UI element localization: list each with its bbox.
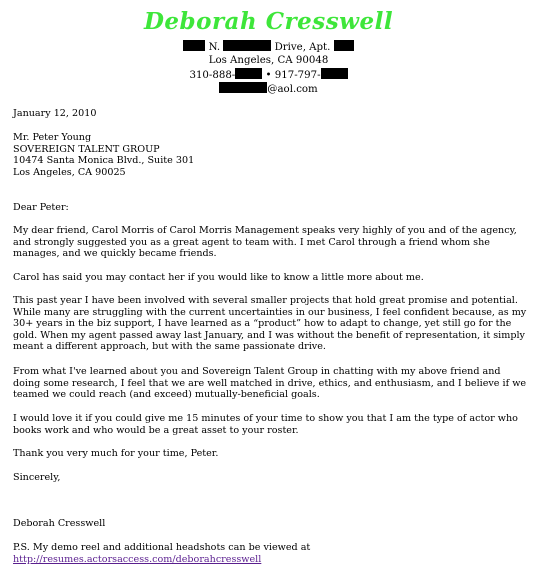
body-paragraph: Thank you very much for your time, Peter. <box>13 448 219 459</box>
redaction-bar <box>321 68 348 79</box>
letterhead-name: Deborah Cresswell <box>143 8 394 35</box>
letterhead-email <box>0 82 537 97</box>
phone-2: • 917-797- <box>265 70 321 81</box>
recipient-name: Mr. Peter Young <box>13 132 92 143</box>
letterhead-phones <box>0 68 537 83</box>
body-paragraph: I would love it if you could give me 15 minutes of your time to show you that I am the type of actor who books work and who would be a great asset to your roster. <box>13 413 518 436</box>
body-paragraph: Carol has said you may contact her if you would like to know a little more about me. <box>13 272 424 283</box>
recipient-company: SOVEREIGN TALENT GROUP <box>13 143 160 155</box>
demo-reel-link[interactable]: http://resumes.actorsaccess.com/deborahcresswell <box>13 554 262 565</box>
body-paragraph: From what I've learned about you and Sovereign Talent Group in chatting with my above friend and doing some research, I feel that we are well matched in drive, ethics, and enthusiasm, and I believe if we teamed we could reach (and exceed) mutually-beneficial goals. <box>13 366 527 401</box>
postscript: P.S. My demo reel and additional headshots can be viewed at <box>13 542 311 553</box>
recipient-city: Los Angeles, CA 90025 <box>13 166 126 178</box>
address-street: Drive, Apt. <box>274 42 331 53</box>
address-prefix: N. <box>208 42 221 53</box>
closing: Sincerely, <box>13 472 61 483</box>
redaction-bar <box>235 68 262 79</box>
redaction-bar <box>183 40 205 51</box>
salutation: Dear Peter: <box>13 202 69 213</box>
email-domain: @aol.com <box>267 84 318 95</box>
body-paragraph: This past year I have been involved with several smaller projects that hold great promise and potential. While many are struggling with the current uncertainties in our business, I feel confident because, as my 30+ years in the biz support, I have learned as a “product” how to adapt to change, yet still go for the gold. When my agent passed away last January, and I was without the benefit of representation, it simply meant a different approach, but with the same passionate drive. <box>13 295 527 353</box>
letter-date: January 12, 2010 <box>13 108 97 119</box>
postscript-link-row <box>13 554 261 566</box>
letterhead-address-line1 <box>0 40 537 55</box>
signature-name: Deborah Cresswell <box>13 518 106 529</box>
redaction-bar <box>223 40 271 51</box>
letterhead-address-line2: Los Angeles, CA 90048 <box>208 55 329 66</box>
body-paragraph: My dear friend, Carol Morris of Carol Morris Management speaks very highly of you and of the agency, and strongly suggested you as a great agent to team with. I met Carol through a friend whom she manages, and we quickly became friends. <box>13 225 517 260</box>
recipient-street: 10474 Santa Monica Blvd., Suite 301 <box>13 155 195 167</box>
redaction-bar <box>334 40 354 51</box>
phone-1: 310-888- <box>189 70 236 81</box>
redaction-bar <box>219 82 267 93</box>
